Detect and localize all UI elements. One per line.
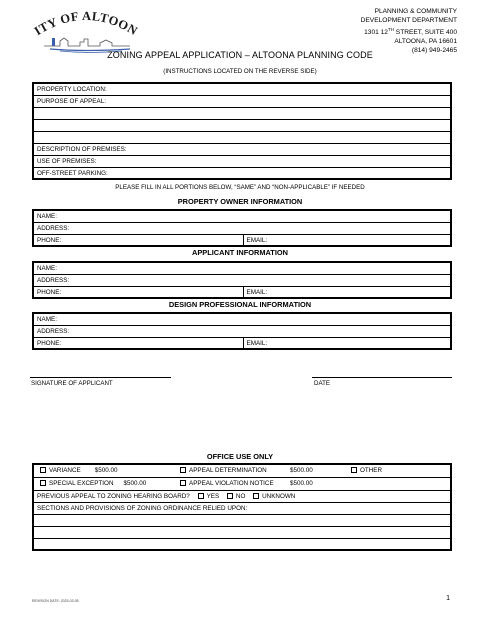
applicant-address-field[interactable] [33,274,451,286]
owner-table [32,209,452,247]
office-use-heading: OFFICE USE ONLY [206,452,274,461]
svg-text:CITY OF ALTOONA [30,8,140,38]
no-option[interactable] [227,493,245,500]
yes-checkbox[interactable] [198,493,204,499]
variance-checkbox[interactable] [40,467,46,473]
applicant-phone-field[interactable] [33,286,243,298]
description-of-premises-label: DESCRIPTION OF PREMISES: [37,146,127,153]
design-address-field[interactable] [33,325,451,337]
other-label: OTHER [360,467,383,474]
design-professional-table [32,312,452,350]
appeal-violation-checkbox[interactable] [180,480,186,486]
design-professional-heading: DESIGN PROFESSIONAL INFORMATION [168,300,312,309]
city-logo [30,8,142,54]
applicant-phone-label: PHONE: [37,288,62,296]
off-street-parking-field[interactable] [33,167,451,179]
appeal-determination-label: APPEAL DETERMINATION [189,467,267,474]
design-phone-label: PHONE: [37,339,62,347]
appeal-violation-option[interactable] [180,480,274,487]
appeal-determination-option[interactable] [180,467,267,474]
street-rest: STREET, SUITE 400 [393,29,457,37]
other-checkbox[interactable] [351,467,357,473]
applicant-name-field[interactable] [33,262,451,274]
no-label: NO [235,493,246,500]
no-checkbox[interactable] [227,493,233,499]
appeal-violation-label: APPEAL VIOLATION NOTICE [189,479,274,487]
purpose-of-appeal-line-3[interactable] [33,119,451,131]
street-address [361,25,457,37]
design-address-label: ADDRESS: [37,328,70,335]
date-label: DATE [314,380,331,387]
owner-address-field[interactable] [33,222,451,234]
fee-row-2 [33,477,451,490]
applicant-email-field[interactable] [243,286,451,298]
yes-label: YES [206,493,220,500]
other-option[interactable] [351,467,382,474]
purpose-of-appeal-line-4[interactable] [33,131,451,143]
purpose-of-appeal-field[interactable] [33,95,451,107]
form-title: ZONING APPEAL APPLICATION – ALTOONA PLANNING CODE [107,50,373,60]
property-location-field[interactable] [33,83,451,95]
form-subtitle: (INSTRUCTIONS LOCATED ON THE REVERSE SIDE) [163,68,317,75]
street-suffix: TH [387,27,394,32]
ordinance-sections-label: SECTIONS AND PROVISIONS OF ZONING ORDINANCE RELIED UPON: [37,505,248,512]
property-location-label: PROPERTY LOCATION: [37,86,107,94]
previous-appeal-row [33,490,451,502]
use-of-premises-label: USE OF PREMISES: [37,158,97,165]
special-exception-checkbox[interactable] [40,480,46,486]
applicant-table [32,261,452,299]
variance-option[interactable] [40,467,118,474]
owner-heading: PROPERTY OWNER INFORMATION [177,197,303,206]
fee-row-1 [33,464,451,477]
applicant-address-label: ADDRESS: [37,277,70,284]
unknown-option[interactable] [253,493,295,500]
appeal-violation-fee: $500.00 [290,479,313,487]
owner-name-field[interactable] [33,210,451,222]
ordinance-sections-line-2[interactable] [33,514,451,526]
description-of-premises-field[interactable] [33,143,451,155]
applicant-heading: APPLICANT INFORMATION [192,248,288,257]
street-number: 1301 12 [364,29,388,37]
applicant-email-label: EMAIL: [246,288,268,296]
design-name-label: NAME: [37,316,57,324]
unknown-label: UNKNOWN [262,493,296,500]
property-table [32,82,452,180]
city-line: ALTOONA, PA 16601 [394,38,457,46]
department-phone: (814) 949-2465 [411,47,457,55]
design-phone-field[interactable] [33,337,243,349]
ordinance-sections-field[interactable] [33,502,451,514]
design-email-field[interactable] [243,337,451,349]
purpose-of-appeal-label: PURPOSE OF APPEAL: [37,98,106,105]
unknown-checkbox[interactable] [253,493,259,499]
department-name-line-2: DEVELOPMENT DEPARTMENT [360,17,457,24]
variance-label: VARIANCE [49,467,81,474]
fill-instruction: PLEASE FILL IN ALL PORTIONS BELOW, “SAME” AND “NON-APPLICABLE” IF NEEDED [115,184,365,191]
ordinance-sections-line-3[interactable] [33,526,451,538]
special-exception-label: SPECIAL EXCEPTION [49,479,114,487]
variance-fee: $500.00 [94,467,118,474]
purpose-of-appeal-line-2[interactable] [33,107,451,119]
off-street-parking-label: OFF-STREET PARKING: [37,169,108,177]
use-of-premises-field[interactable] [33,155,451,167]
revision-date: REVISION DATE: 2023-03-05 [32,599,79,603]
owner-email-field[interactable] [243,234,451,246]
signature-label: SIGNATURE OF APPLICANT [31,380,113,387]
department-name-line-1: PLANNING & COMMUNITY [374,8,457,15]
logo-text: ITY OF ALTOON [31,8,141,39]
date-line[interactable] [312,377,452,378]
owner-phone-label: PHONE: [37,236,62,244]
special-exception-option[interactable] [40,480,146,487]
special-exception-fee: $500.00 [123,479,147,487]
city-logo-graphic [30,8,142,54]
appeal-determination-fee: $500.00 [290,467,313,474]
yes-option[interactable] [198,493,220,500]
signature-line[interactable] [30,377,171,378]
office-use-table [32,463,452,551]
applicant-name-label: NAME: [37,265,57,273]
design-name-field[interactable] [33,313,451,325]
page-number: 1 [446,595,450,602]
owner-name-label: NAME: [37,213,57,221]
appeal-determination-checkbox[interactable] [180,467,186,473]
department-address [361,7,457,55]
ordinance-sections-line-4[interactable] [33,538,451,550]
owner-phone-field[interactable] [33,234,243,246]
design-email-label: EMAIL: [246,339,268,347]
previous-appeal-label: PREVIOUS APPEAL TO ZONING HEARING BOARD? [37,493,190,500]
owner-address-label: ADDRESS: [37,225,70,232]
owner-email-label: EMAIL: [246,236,268,244]
